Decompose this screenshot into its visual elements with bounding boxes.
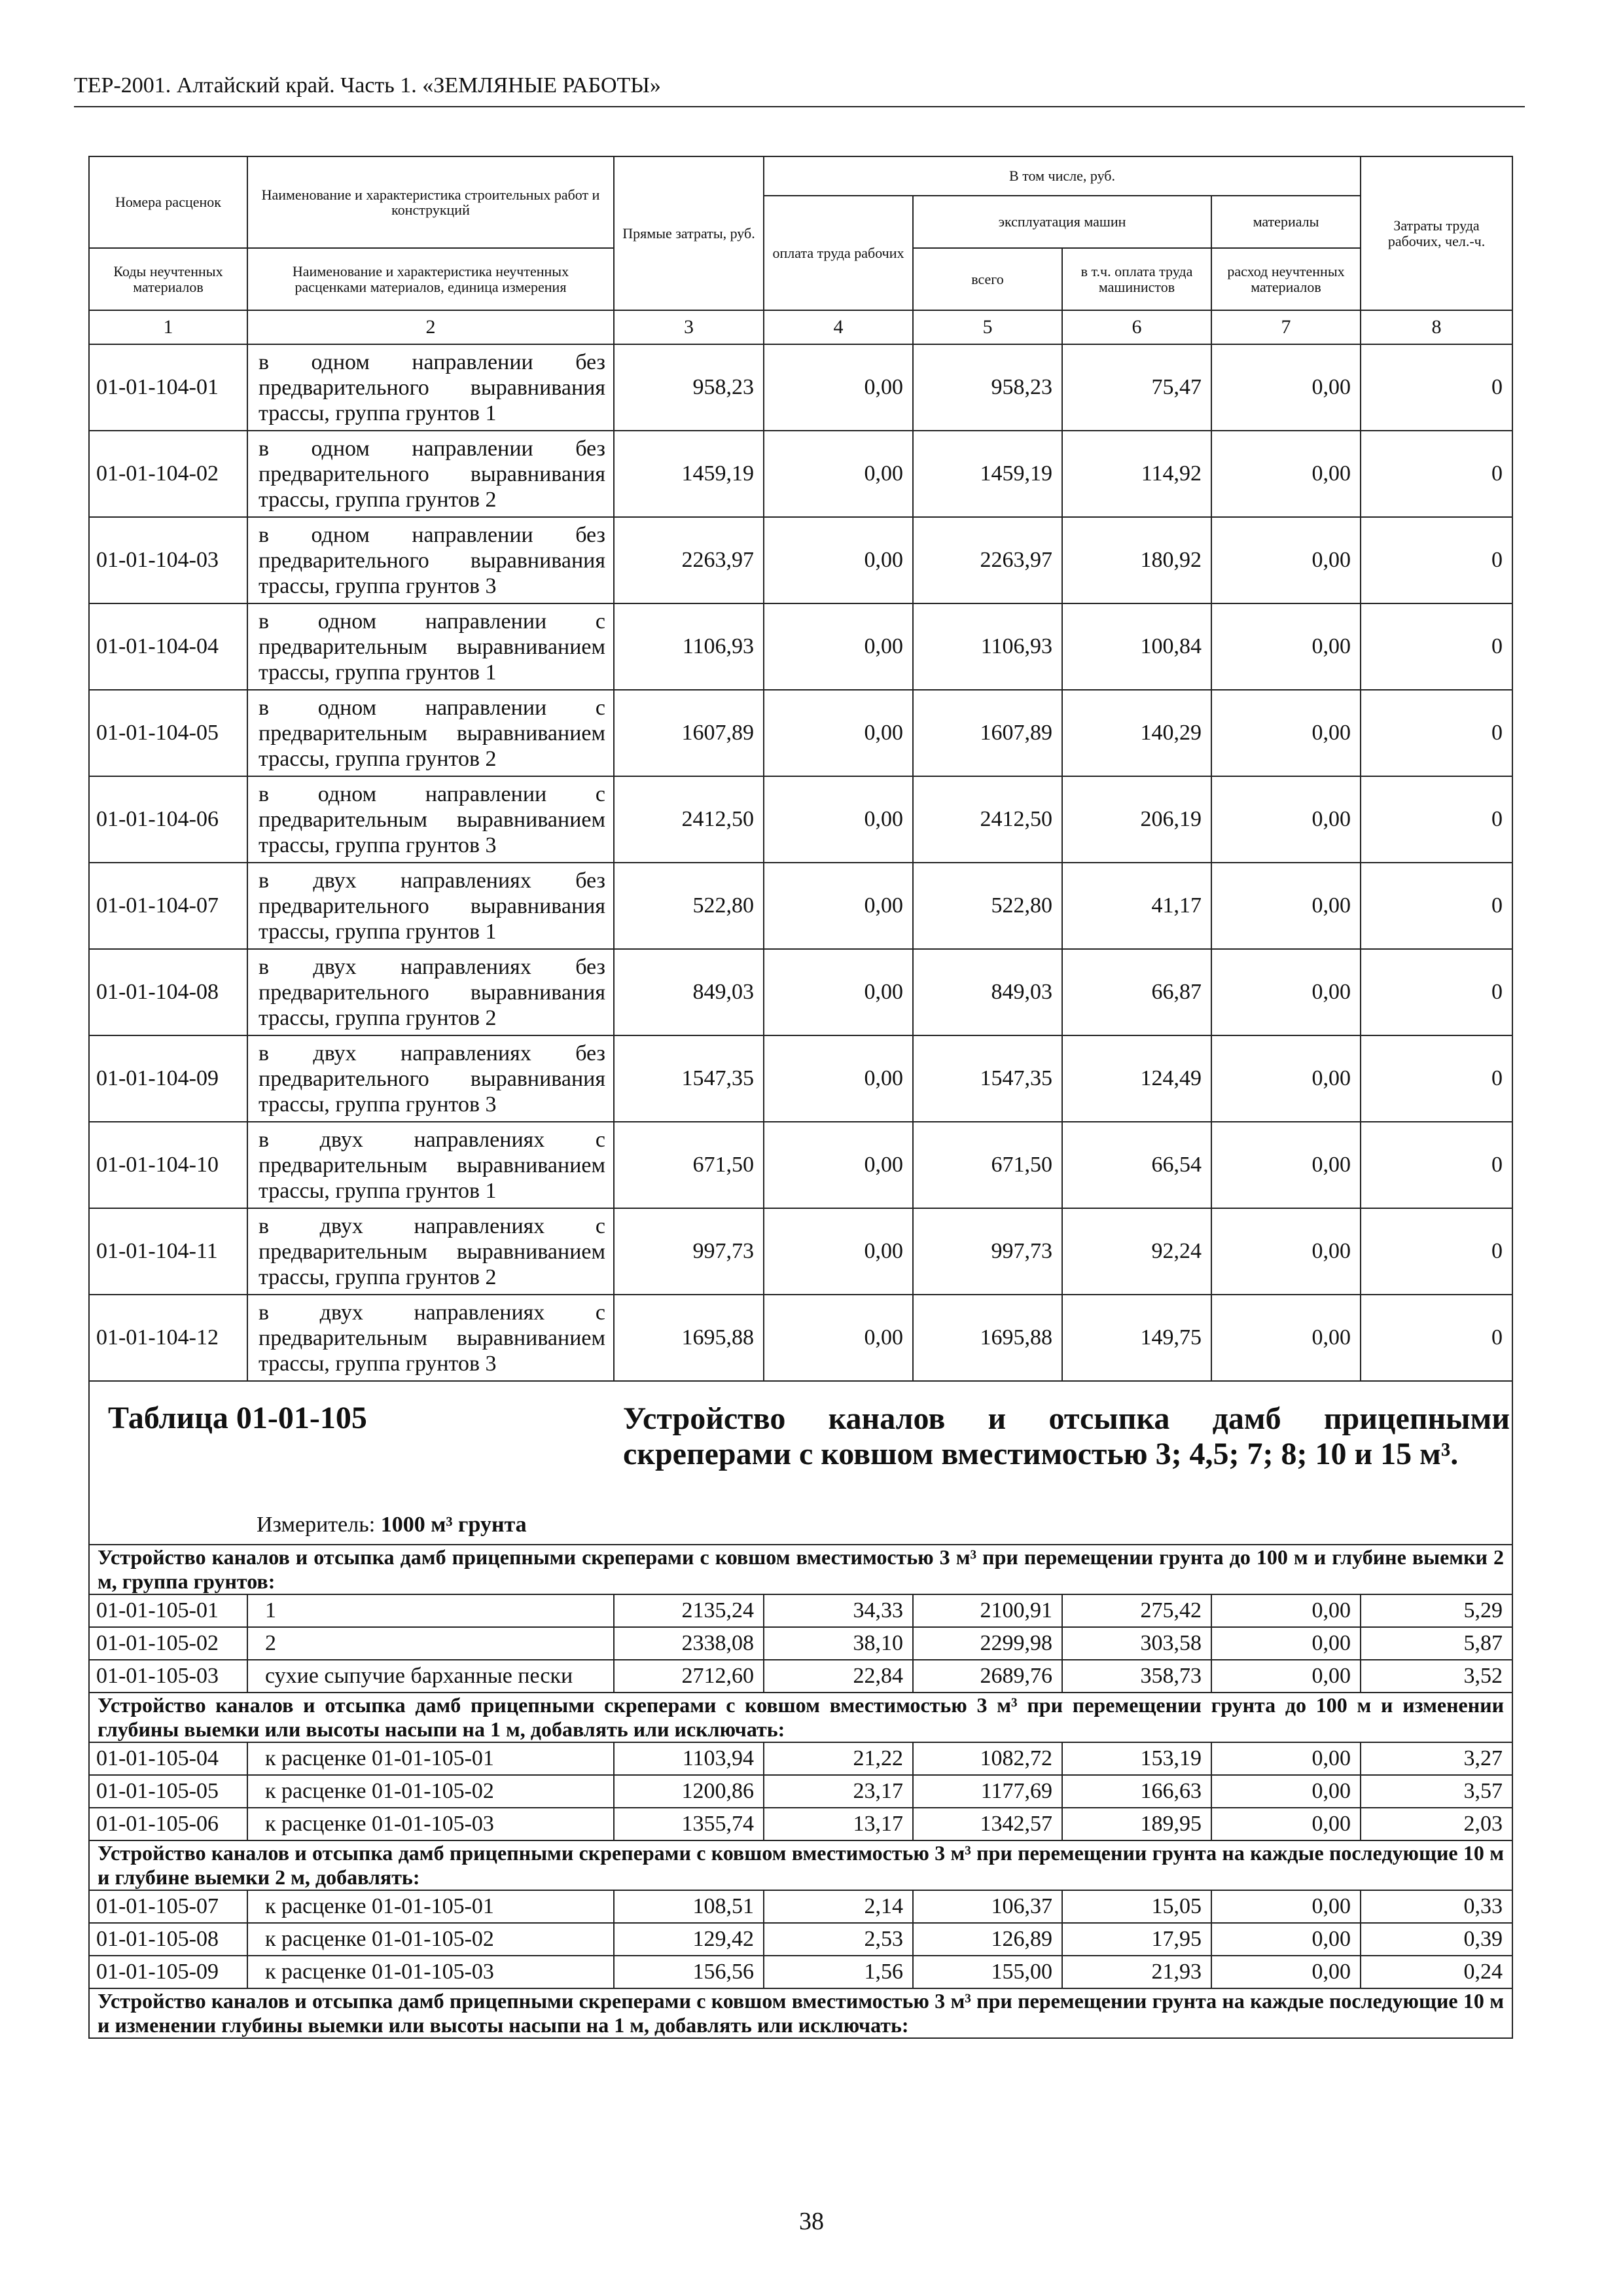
table-row <box>89 344 1512 431</box>
rate-description: к расценке 01-01-105-02 <box>247 1923 614 1956</box>
labor-hours: 0 <box>1361 1208 1512 1295</box>
machinist-pay: 17,95 <box>1062 1923 1211 1956</box>
machinist-pay: 358,73 <box>1062 1660 1211 1693</box>
direct-cost: 2338,08 <box>614 1627 764 1660</box>
labor-hours: 0 <box>1361 1295 1512 1381</box>
labor-hours: 0 <box>1361 603 1512 690</box>
materials-cost: 0,00 <box>1211 690 1361 776</box>
materials-cost: 0,00 <box>1211 949 1361 1035</box>
rate-code: 01-01-104-08 <box>89 949 247 1035</box>
rate-description: в одном направлении с предварительным выравниванием трассы, группа грунтов 3 <box>247 776 614 863</box>
labor-hours: 0 <box>1361 431 1512 517</box>
machine-cost: 1459,19 <box>913 431 1062 517</box>
header-rule <box>74 106 1525 107</box>
labor-pay: 2,53 <box>764 1923 913 1956</box>
rate-code: 01-01-105-09 <box>89 1956 247 1988</box>
col-laborcost-header: Затраты труда рабочих, чел.-ч. <box>1361 156 1512 310</box>
table-row <box>89 776 1512 863</box>
machine-cost: 106,37 <box>913 1890 1062 1923</box>
labor-pay: 13,17 <box>764 1808 913 1840</box>
materials-cost: 0,00 <box>1211 431 1361 517</box>
materials-cost: 0,00 <box>1211 1775 1361 1808</box>
labor-pay: 0,00 <box>764 776 913 863</box>
direct-cost: 1200,86 <box>614 1775 764 1808</box>
materials-cost: 0,00 <box>1211 1890 1361 1923</box>
labor-hours: 3,52 <box>1361 1660 1512 1693</box>
col-number: 8 <box>1361 310 1512 344</box>
machinist-pay: 41,17 <box>1062 863 1211 949</box>
materials-cost: 0,00 <box>1211 517 1361 603</box>
labor-pay: 0,00 <box>764 949 913 1035</box>
rate-description: в двух направлениях с предварительным выравниванием трассы, группа грунтов 1 <box>247 1122 614 1208</box>
machinist-pay: 140,29 <box>1062 690 1211 776</box>
direct-cost: 156,56 <box>614 1956 764 1988</box>
col-name-subheader: Наименование и характеристика неучтенных расценками материалов, единица измерения <box>247 248 614 310</box>
table-row <box>89 517 1512 603</box>
labor-pay: 0,00 <box>764 690 913 776</box>
materials-cost: 0,00 <box>1211 1627 1361 1660</box>
rate-code: 01-01-104-07 <box>89 863 247 949</box>
labor-hours: 0 <box>1361 517 1512 603</box>
unit-label: Измеритель: <box>257 1513 376 1537</box>
rate-description: в двух направлениях с предварительным выравниванием трассы, группа грунтов 3 <box>247 1295 614 1381</box>
direct-cost: 2412,50 <box>614 776 764 863</box>
direct-cost: 2263,97 <box>614 517 764 603</box>
machine-cost: 2412,50 <box>913 776 1062 863</box>
materials-cost: 0,00 <box>1211 1122 1361 1208</box>
col-labor-header: оплата труда рабочих <box>764 196 913 310</box>
machinist-pay: 15,05 <box>1062 1890 1211 1923</box>
direct-cost: 849,03 <box>614 949 764 1035</box>
col-number: 6 <box>1062 310 1211 344</box>
group-heading-row <box>89 1693 1512 1742</box>
labor-hours: 0,33 <box>1361 1890 1512 1923</box>
labor-pay: 0,00 <box>764 863 913 949</box>
rate-description: к расценке 01-01-105-03 <box>247 1956 614 1988</box>
rate-code: 01-01-104-02 <box>89 431 247 517</box>
machine-cost: 2100,91 <box>913 1594 1062 1627</box>
table-row <box>89 1808 1512 1840</box>
machinist-pay: 149,75 <box>1062 1295 1211 1381</box>
machine-cost: 1695,88 <box>913 1295 1062 1381</box>
rate-description: в одном направлении без предварительного выравнивания трассы, группа грунтов 1 <box>247 344 614 431</box>
rate-description: в двух направлениях с предварительным выравниванием трассы, группа грунтов 2 <box>247 1208 614 1295</box>
labor-pay: 34,33 <box>764 1594 913 1627</box>
rate-description: к расценке 01-01-105-01 <box>247 1890 614 1923</box>
direct-cost: 671,50 <box>614 1122 764 1208</box>
machinist-pay: 100,84 <box>1062 603 1211 690</box>
rate-code: 01-01-105-02 <box>89 1627 247 1660</box>
labor-hours: 0 <box>1361 863 1512 949</box>
running-header: ТЕР-2001. Алтайский край. Часть 1. «ЗЕМЛЯНЫЕ РАБОТЫ» <box>74 73 661 98</box>
rate-code: 01-01-104-11 <box>89 1208 247 1295</box>
group-heading-row <box>89 1545 1512 1594</box>
labor-pay: 21,22 <box>764 1742 913 1775</box>
group-heading: Устройство каналов и отсыпка дамб прицепными скреперами с ковшом вместимостью 3 м³ при перемещении грунта на каждые последующие 10 м и изменении глубины выемки или высоты насыпи на 1 м, добавлять или исключать: <box>89 1988 1512 2038</box>
rates-table <box>88 156 1513 2039</box>
labor-pay: 22,84 <box>764 1660 913 1693</box>
col-number: 1 <box>89 310 247 344</box>
machinist-pay: 303,58 <box>1062 1627 1211 1660</box>
materials-cost: 0,00 <box>1211 1660 1361 1693</box>
machinist-pay: 153,19 <box>1062 1742 1211 1775</box>
table-row <box>89 863 1512 949</box>
table-row <box>89 1890 1512 1923</box>
table-row <box>89 603 1512 690</box>
labor-hours: 0 <box>1361 344 1512 431</box>
labor-pay: 2,14 <box>764 1890 913 1923</box>
rate-description: в двух направлениях без предварительного выравнивания трассы, группа грунтов 2 <box>247 949 614 1035</box>
materials-cost: 0,00 <box>1211 1956 1361 1988</box>
table-row <box>89 1775 1512 1808</box>
machine-cost: 126,89 <box>913 1923 1062 1956</box>
materials-cost: 0,00 <box>1211 344 1361 431</box>
table-row <box>89 1627 1512 1660</box>
col-materials-header: материалы <box>1211 196 1361 248</box>
col-number: 3 <box>614 310 764 344</box>
machine-cost: 1106,93 <box>913 603 1062 690</box>
labor-hours: 5,29 <box>1361 1594 1512 1627</box>
labor-hours: 0,24 <box>1361 1956 1512 1988</box>
machine-cost: 849,03 <box>913 949 1062 1035</box>
materials-cost: 0,00 <box>1211 1808 1361 1840</box>
col-code-subheader: Коды неучтенных материалов <box>89 248 247 310</box>
column-number-row <box>89 310 1512 344</box>
rate-code: 01-01-105-07 <box>89 1890 247 1923</box>
direct-cost: 129,42 <box>614 1923 764 1956</box>
direct-cost: 2135,24 <box>614 1594 764 1627</box>
table-row <box>89 1208 1512 1295</box>
col-machines-header: эксплуатация машин <box>913 196 1211 248</box>
table-row <box>89 1742 1512 1775</box>
rate-description: в одном направлении с предварительным выравниванием трассы, группа грунтов 1 <box>247 603 614 690</box>
labor-hours: 5,87 <box>1361 1627 1512 1660</box>
rate-code: 01-01-104-06 <box>89 776 247 863</box>
machinist-pay: 92,24 <box>1062 1208 1211 1295</box>
machine-cost: 1547,35 <box>913 1035 1062 1122</box>
col-total-header: всего <box>913 248 1062 310</box>
rate-code: 01-01-104-01 <box>89 344 247 431</box>
labor-pay: 0,00 <box>764 431 913 517</box>
rate-code: 01-01-105-05 <box>89 1775 247 1808</box>
col-number: 7 <box>1211 310 1361 344</box>
labor-pay: 0,00 <box>764 517 913 603</box>
machinist-pay: 21,93 <box>1062 1956 1211 1988</box>
direct-cost: 1355,74 <box>614 1808 764 1840</box>
machine-cost: 671,50 <box>913 1122 1062 1208</box>
rate-code: 01-01-104-12 <box>89 1295 247 1381</box>
table-number: Таблица 01-01-105 <box>108 1401 367 1435</box>
direct-cost: 997,73 <box>614 1208 764 1295</box>
labor-pay: 0,00 <box>764 344 913 431</box>
rate-code: 01-01-104-03 <box>89 517 247 603</box>
table-title: Устройство каналов и отсыпка дамб прицепными скреперами с ковшом вместимостью 3; 4,5; 7; 8; 10 и 15 м³. <box>623 1401 1510 1471</box>
rate-description: сухие сыпучие барханные пески <box>247 1660 614 1693</box>
rate-code: 01-01-105-03 <box>89 1660 247 1693</box>
direct-cost: 1547,35 <box>614 1035 764 1122</box>
labor-hours: 2,03 <box>1361 1808 1512 1840</box>
col-number: 2 <box>247 310 614 344</box>
table-row <box>89 1035 1512 1122</box>
labor-hours: 0 <box>1361 1035 1512 1122</box>
rate-description: к расценке 01-01-105-01 <box>247 1742 614 1775</box>
materials-cost: 0,00 <box>1211 603 1361 690</box>
table-row <box>89 949 1512 1035</box>
unit-value: 1000 м³ грунта <box>380 1513 527 1537</box>
direct-cost: 522,80 <box>614 863 764 949</box>
labor-pay: 0,00 <box>764 1295 913 1381</box>
materials-cost: 0,00 <box>1211 1742 1361 1775</box>
materials-cost: 0,00 <box>1211 863 1361 949</box>
machine-cost: 1607,89 <box>913 690 1062 776</box>
labor-hours: 0 <box>1361 690 1512 776</box>
machine-cost: 2263,97 <box>913 517 1062 603</box>
group-heading: Устройство каналов и отсыпка дамб прицепными скреперами с ковшом вместимостью 3 м³ при перемещении грунта до 100 м и изменении глубины выемки или высоты насыпи на 1 м, добавлять или исключать: <box>89 1693 1512 1742</box>
col-code-header: Номера расценок <box>89 156 247 248</box>
direct-cost: 1459,19 <box>614 431 764 517</box>
labor-pay: 0,00 <box>764 603 913 690</box>
rate-code: 01-01-105-06 <box>89 1808 247 1840</box>
rate-description: в двух направлениях без предварительного выравнивания трассы, группа грунтов 1 <box>247 863 614 949</box>
rate-code: 01-01-105-08 <box>89 1923 247 1956</box>
direct-cost: 1607,89 <box>614 690 764 776</box>
rate-code: 01-01-105-04 <box>89 1742 247 1775</box>
rate-code: 01-01-104-05 <box>89 690 247 776</box>
group-heading: Устройство каналов и отсыпка дамб прицепными скреперами с ковшом вместимостью 3 м³ при перемещении грунта на каждые последующие 10 м и глубине выемки 2 м, добавлять: <box>89 1840 1512 1890</box>
labor-hours: 0 <box>1361 776 1512 863</box>
labor-hours: 0,39 <box>1361 1923 1512 1956</box>
machinist-pay: 66,87 <box>1062 949 1211 1035</box>
direct-cost: 958,23 <box>614 344 764 431</box>
rate-description: к расценке 01-01-105-03 <box>247 1808 614 1840</box>
materials-cost: 0,00 <box>1211 1594 1361 1627</box>
materials-cost: 0,00 <box>1211 1208 1361 1295</box>
group-heading-row <box>89 1988 1512 2038</box>
unit-of-measure <box>257 1513 527 1537</box>
table-row <box>89 1295 1512 1381</box>
machine-cost: 2299,98 <box>913 1627 1062 1660</box>
table-row <box>89 1594 1512 1627</box>
machinist-pay: 166,63 <box>1062 1775 1211 1808</box>
rate-code: 01-01-104-10 <box>89 1122 247 1208</box>
table-title-row <box>89 1381 1512 1545</box>
rate-code: 01-01-104-04 <box>89 603 247 690</box>
rate-description: к расценке 01-01-105-02 <box>247 1775 614 1808</box>
machinist-pay: 124,49 <box>1062 1035 1211 1122</box>
rate-description: в одном направлении без предварительного выравнивания трассы, группа грунтов 3 <box>247 517 614 603</box>
page-number: 38 <box>799 2208 824 2235</box>
machine-cost: 1177,69 <box>913 1775 1062 1808</box>
labor-pay: 0,00 <box>764 1208 913 1295</box>
labor-pay: 0,00 <box>764 1035 913 1122</box>
labor-pay: 0,00 <box>764 1122 913 1208</box>
labor-pay: 38,10 <box>764 1627 913 1660</box>
table-row <box>89 690 1512 776</box>
labor-hours: 0 <box>1361 949 1512 1035</box>
materials-cost: 0,00 <box>1211 776 1361 863</box>
table-row <box>89 1660 1512 1693</box>
rate-code: 01-01-104-09 <box>89 1035 247 1122</box>
col-number: 4 <box>764 310 913 344</box>
materials-cost: 0,00 <box>1211 1035 1361 1122</box>
direct-cost: 2712,60 <box>614 1660 764 1693</box>
labor-hours: 3,57 <box>1361 1775 1512 1808</box>
labor-pay: 23,17 <box>764 1775 913 1808</box>
machine-cost: 1082,72 <box>913 1742 1062 1775</box>
rate-code: 01-01-105-01 <box>89 1594 247 1627</box>
direct-cost: 1106,93 <box>614 603 764 690</box>
col-incl-header: В том числе, руб. <box>764 156 1361 196</box>
machine-cost: 155,00 <box>913 1956 1062 1988</box>
col-matcons-header: расход неучтенных материалов <box>1211 248 1361 310</box>
machinist-pay: 206,19 <box>1062 776 1211 863</box>
materials-cost: 0,00 <box>1211 1295 1361 1381</box>
materials-cost: 0,00 <box>1211 1923 1361 1956</box>
machine-cost: 958,23 <box>913 344 1062 431</box>
rate-description: 1 <box>247 1594 614 1627</box>
labor-hours: 3,27 <box>1361 1742 1512 1775</box>
machine-cost: 1342,57 <box>913 1808 1062 1840</box>
rate-description: в одном направлении без предварительного выравнивания трассы, группа грунтов 2 <box>247 431 614 517</box>
col-direct-header: Прямые затраты, руб. <box>614 156 764 310</box>
machinist-pay: 75,47 <box>1062 344 1211 431</box>
rate-description: 2 <box>247 1627 614 1660</box>
machinist-pay: 114,92 <box>1062 431 1211 517</box>
direct-cost: 1103,94 <box>614 1742 764 1775</box>
col-machinist-header: в т.ч. оплата труда машинистов <box>1062 248 1211 310</box>
machinist-pay: 66,54 <box>1062 1122 1211 1208</box>
table-row <box>89 1956 1512 1988</box>
col-name-header: Наименование и характеристика строительных работ и конструкций <box>247 156 614 248</box>
table-row <box>89 1923 1512 1956</box>
labor-hours: 0 <box>1361 1122 1512 1208</box>
machinist-pay: 180,92 <box>1062 517 1211 603</box>
table-row <box>89 1122 1512 1208</box>
direct-cost: 1695,88 <box>614 1295 764 1381</box>
machine-cost: 522,80 <box>913 863 1062 949</box>
direct-cost: 108,51 <box>614 1890 764 1923</box>
rate-description: в двух направлениях без предварительного выравнивания трассы, группа грунтов 3 <box>247 1035 614 1122</box>
labor-pay: 1,56 <box>764 1956 913 1988</box>
table-row <box>89 431 1512 517</box>
machinist-pay: 189,95 <box>1062 1808 1211 1840</box>
group-heading: Устройство каналов и отсыпка дамб прицепными скреперами с ковшом вместимостью 3 м³ при перемещении грунта до 100 м и глубине выемки 2 м, группа грунтов: <box>89 1545 1512 1594</box>
machine-cost: 997,73 <box>913 1208 1062 1295</box>
col-number: 5 <box>913 310 1062 344</box>
rate-description: в одном направлении с предварительным выравниванием трассы, группа грунтов 2 <box>247 690 614 776</box>
machine-cost: 2689,76 <box>913 1660 1062 1693</box>
group-heading-row <box>89 1840 1512 1890</box>
machinist-pay: 275,42 <box>1062 1594 1211 1627</box>
